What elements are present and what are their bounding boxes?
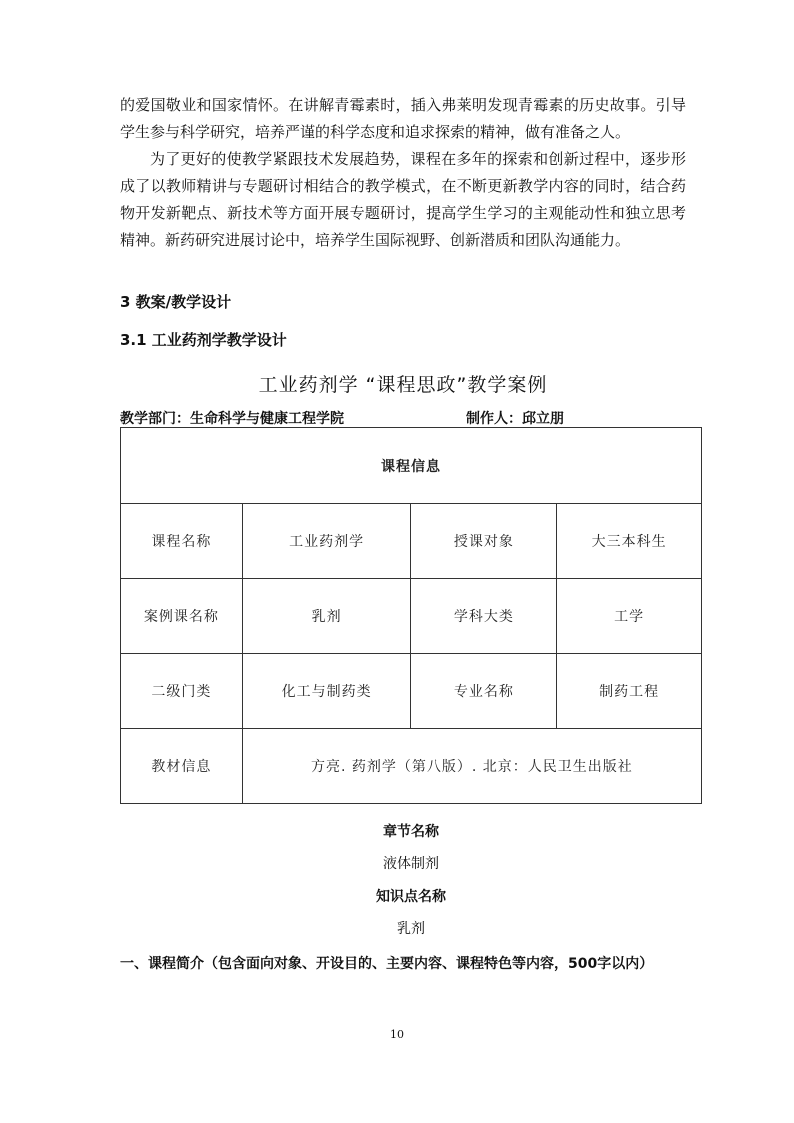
table-row: [121, 654, 702, 729]
table-cell-textbook: 方亮. 药剂学（第八版）. 北京：人民卫生出版社: [242, 729, 701, 804]
table-header-row: [121, 428, 702, 504]
table-cell: 化工与制药类: [242, 654, 411, 729]
maker-label: 制作人：邱立朋: [466, 411, 564, 427]
table-cell: 二级门类: [121, 654, 243, 729]
table-header: 课程信息: [121, 428, 702, 504]
table-row: [121, 729, 702, 804]
page-number: 10: [390, 1028, 404, 1041]
table-cell: 案例课名称: [121, 579, 243, 654]
table-cell: 课程名称: [121, 504, 243, 579]
section-heading-3: 3 教案/教学设计: [120, 293, 232, 311]
body-text: [120, 92, 686, 254]
chapter-label: 章节名称: [383, 824, 439, 840]
paragraph-continuation: 的爱国敬业和国家情怀。在讲解青霉素时，插入弗莱明发现青霉素的历史故事。引导学生参与科学研究，培养严谨的科学态度和追求探索的精神，做有准备之人。: [120, 96, 686, 141]
department-label: 教学部门：生命科学与健康工程学院: [120, 411, 344, 427]
paragraph-teaching-mode: 为了更好的使教学紧跟技术发展趋势，课程在多年的探索和创新过程中，逐步形成了以教师精讲与专题研讨相结合的教学模式，在不断更新教学内容的同时，结合药物开发新靶点、新技术等方面开展专题研讨，提高学生学习的主观能动性和独立思考精神。新药研究进展讨论中，培养学生国际视野、创新潜质和团队沟通能力。: [120, 150, 686, 249]
chapter-value: 液体制剂: [383, 856, 439, 872]
document-title: 工业药剂学 “课程思政”教学案例: [258, 374, 548, 396]
table-cell: 工业药剂学: [242, 504, 411, 579]
meta-line: [120, 408, 686, 428]
knowledge-point-value: 乳剂: [397, 921, 425, 937]
table-cell: 乳剂: [242, 579, 411, 654]
table-cell: 授课对象: [411, 504, 557, 579]
course-info-table: [120, 427, 702, 804]
table-cell: 教材信息: [121, 729, 243, 804]
table-cell: 学科大类: [411, 579, 557, 654]
course-intro-heading: 一、课程简介（包含面向对象、开设目的、主要内容、课程特色等内容，500字以内）: [120, 956, 654, 972]
table-row: [121, 504, 702, 579]
table-row: [121, 579, 702, 654]
knowledge-point-label: 知识点名称: [376, 889, 446, 905]
table-cell: 大三本科生: [557, 504, 702, 579]
section-heading-3-1: 3.1 工业药剂学教学设计: [120, 331, 287, 349]
table-cell: 专业名称: [411, 654, 557, 729]
table-cell: 工学: [557, 579, 702, 654]
table-cell: 制药工程: [557, 654, 702, 729]
